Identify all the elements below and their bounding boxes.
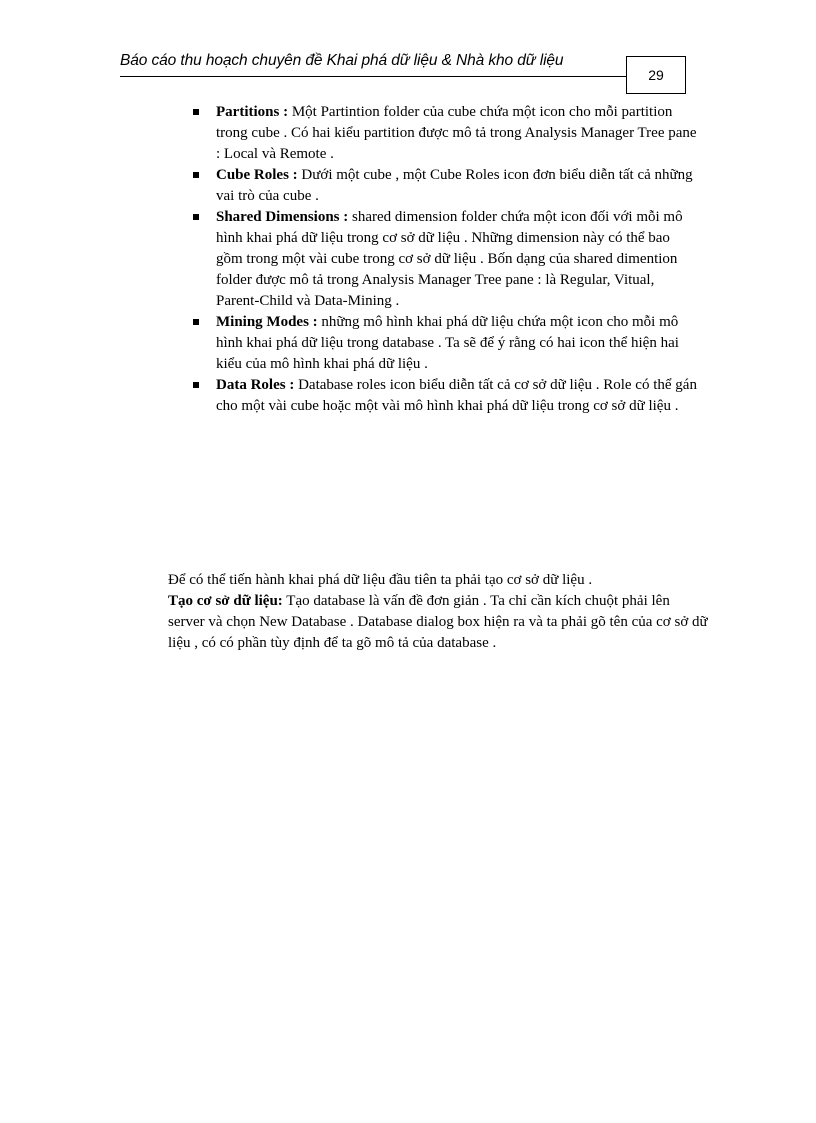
list-item	[190, 207, 700, 312]
list-item-term: Cube Roles :	[216, 167, 298, 183]
square-bullet-icon	[193, 214, 199, 220]
create-db-paragraph	[168, 591, 708, 654]
page-number: 29	[626, 56, 686, 94]
square-bullet-icon	[193, 109, 199, 115]
list-item-text: những mô hình khai phá dữ liệu chứa một icon cho mỗi mô hình khai phá dữ liệu trong database . Ta sẽ để ý rằng có hai icon thể hiện hai kiểu của mô hình khai phá dữ liệu .	[216, 314, 679, 372]
list-item-text: Dưới một cube , một Cube Roles icon đơn biểu diễn tất cả những vai trò của cube .	[216, 167, 693, 204]
body-text	[168, 570, 708, 654]
list-item	[190, 375, 700, 417]
list-item	[190, 312, 700, 375]
bullet-list	[190, 102, 700, 417]
header-title: Báo cáo thu hoạch chuyên đề Khai phá dữ liệu & Nhà kho dữ liệu	[120, 52, 564, 69]
list-item	[190, 165, 700, 207]
square-bullet-icon	[193, 319, 199, 325]
list-item	[190, 102, 700, 165]
intro-paragraph: Để có thể tiến hành khai phá dữ liệu đầu tiên ta phải tạo cơ sở dữ liệu .	[168, 572, 593, 588]
list-item-text: Một Partintion folder của cube chứa một icon cho mỗi partition trong cube . Có hai kiểu partition được mô tả trong Analysis Manager Tree pane : Local và Remote .	[216, 104, 697, 162]
page-header	[120, 52, 630, 77]
create-db-term: Tạo cơ sở dữ liệu:	[168, 593, 283, 609]
list-item-term: Data Roles :	[216, 377, 295, 393]
create-db-text: Tạo database là vấn đề đơn giản . Ta chỉ cần kích chuột phải lên server và chọn New Database . Database dialog box hiện ra và ta phải gõ tên của cơ sở dữ liệu , có có phần tùy định để ta gõ mô tả của database .	[168, 593, 708, 651]
list-item-text: shared dimension folder chứa một icon đối với mỗi mô hình khai phá dữ liệu trong cơ sở dữ liệu . Những dimension này có thể bao gồm trong một vài cube trong cơ sở dữ liệu . Bốn dạng của shared dimention folder được mô tả trong Analysis Manager Tree pane : là Regular, Vitual, Parent-Child và Data-Mining .	[216, 209, 683, 309]
list-item-term: Mining Modes :	[216, 314, 318, 330]
square-bullet-icon	[193, 172, 199, 178]
square-bullet-icon	[193, 382, 199, 388]
list-item-term: Shared Dimensions :	[216, 209, 349, 225]
list-item-term: Partitions :	[216, 104, 289, 120]
list-item-text: Database roles icon biểu diễn tất cả cơ sở dữ liệu . Role có thể gán cho một vài cube hoặc một vài mô hình khai phá dữ liệu trong cơ sở dữ liệu .	[216, 377, 697, 414]
